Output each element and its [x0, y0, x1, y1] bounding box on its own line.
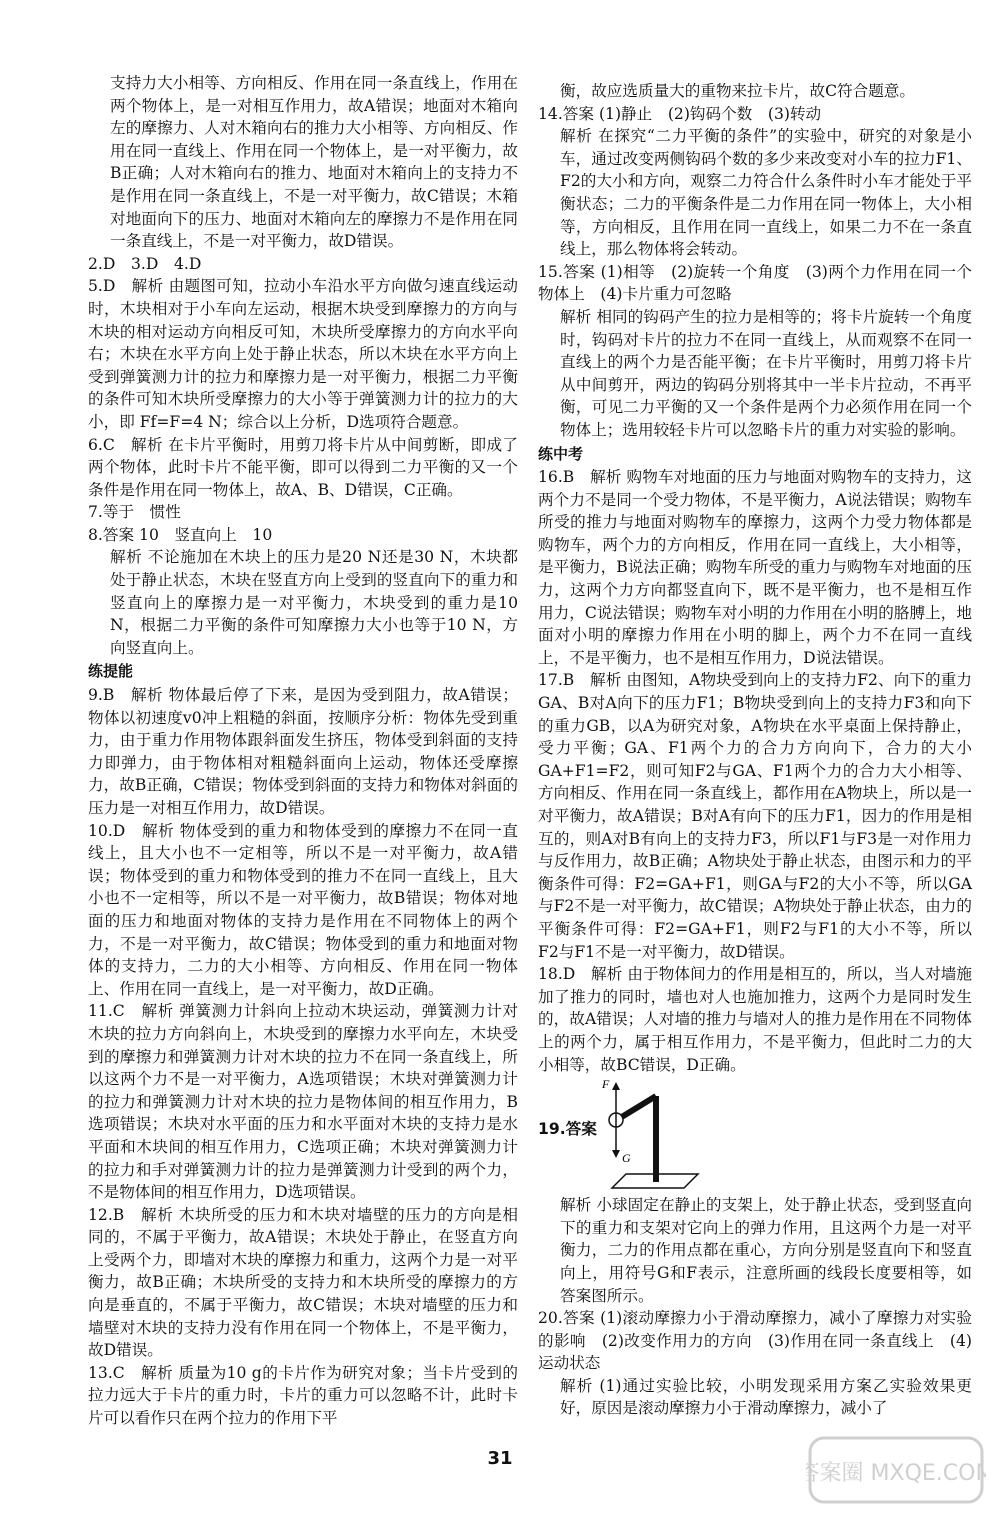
answer-item: 10.D 解析 物体受到的重力和物体受到的摩擦力不在同一直线上，且大小也不一定相等，所以不是一对平衡力，故A错误；物体受到的重力和物体受到的推力不在同一直线上，且大小也不一定相等，所以不是一对平衡力，故B错误；物体对地面的压力和地面对物体的支持力是作用在不同物体上的两个力，不是一对平衡力，故C错误；物体受到的重力和地面对物体的支持力，二力的大小相等、方向相反、作用在同一物体上、作用在同一直线上，是一对平衡力，故D正确。: [88, 821, 518, 998]
text-block: 解析 相同的钩码产生的拉力是相等的；将卡片旋转一个角度时，钩码对卡片的拉力不在同一直线上，从而观察不在同一直线上的两个力是否能平衡；在卡片平衡时，用剪刀将卡片从中间剪开，两边的钩码分别将其中一半卡片拉动，不再平衡，可见二力平衡的又一个条件是两个力必须作用在同一个物体上；选用较轻卡片可以忽略卡片的重力对实验的影响。: [560, 307, 972, 439]
answer-figure-19: [538, 1078, 972, 1190]
left-column: [88, 72, 518, 1430]
page-number: 31: [487, 1448, 513, 1469]
answer-item: 5.D 解析 由题图可知，拉动小车沿水平方向做匀速直线运动时，木块相对于小车向左运动，根据木块受到摩擦力的方向与木块的相对运动方向相反可知，木块所受摩擦力的方向水平向右；木块在水平方向上处于静止状态，所以木块在水平方向上受到弹簧测力计的拉力和摩擦力是一对平衡力，根据二力平衡的条件可知木块所受摩擦力的大小等于弹簧测力计的拉力的大小，即 Ff=F=4 N；综合以上分析，D选项符合题意。: [88, 277, 518, 431]
text-block: 解析 在探究“二力平衡的条件”的实验中，研究的对象是小车，通过改变两侧钩码个数的多少来改变对小车的拉力F1、F2的大小和方向，观察二力符合什么条件时小车才能处于平衡状态；二力的平衡条件是二力作用在同一物体上，大小相等，方向相反，且作用在同一直线上，如果二力不在一条直线上，那么物体将会转动。: [560, 127, 972, 259]
answer-line: 14.答案 (1)静止 (2)钩码个数 (3)转动: [538, 104, 822, 123]
answer-item: 9.B 解析 物体最后停了下来，是因为受到阻力，故A错误；物体以初速度v0冲上粗糙的斜面，按顺序分析：物体先受到重力，由于重力作用物体跟斜面发生挤压，物体受到斜面的支持力即弹力，由于物体相对粗糙斜面向上运动，物体还受摩擦力，故B正确，C错误；物体受到斜面的支持力和物体对斜面的压力是一对相互作用力，故D错误。: [88, 686, 518, 817]
answer-item: 12.B 解析 木块所受的压力和木块对墙壁的压力的方向是相同的，不属于平衡力，故A错误；木块处于静止，在竖直方向上受两个力，即墙对木块的摩擦力和重力，这两个力是一对平衡力，故B正确；木块所受的支持力和木块所受的摩擦力的方向是垂直的，不属于平衡力，故C错误；木块对墙壁的压力和墙壁对木块的支持力没有作用在同一个物体上，不是平衡力，故D错误。: [88, 1205, 518, 1360]
force-label-f: F: [602, 1078, 610, 1092]
answer-item: 11.C 解析 弹簧测力计斜向上拉动木块运动，弹簧测力计对木块的拉力方向斜向上，木块受到的摩擦力水平向左，木块受到的摩擦力和弹簧测力计对木块的拉力不在同一条直线上，所以这两个力不是一对平衡力，A选项错误；木块对弹簧测力计的拉力和弹簧测力计对木块的拉力是物体间的相互作用力，B选项错误；木块对水平面的压力和水平面对木块的支持力是水平面和木块间的相互作用力，C选项正确；木块对弹簧测力计的拉力和手对弹簧测力计的拉力是弹簧测力计受到的两个力，不是物体间的相互作用力，D选项错误。: [88, 1002, 518, 1202]
arrow-head-up: [612, 1082, 620, 1090]
answer-item: 18.D 解析 由于物体间力的作用是相互的，所以，当人对墙施加了推力的同时，墙也对人也施加推力，这两个力是同时发生的，故A错误；人对墙的推力与墙对人的推力是作用在不同物体上的两个力，属于相互作用力，不是平衡力，但此时二力的大小相等，故BC错误，D正确。: [538, 965, 972, 1074]
svg-text:答案圈 MXQE.COM: 答案圈 MXQE.COM: [806, 1461, 986, 1486]
force-diagram: [598, 1078, 718, 1190]
text-block: 衡，故应选质量大的重物来拉卡片，故C符合题意。: [560, 82, 915, 100]
right-column: [538, 80, 972, 1420]
watermark-logo: [806, 1430, 986, 1510]
section-heading: 练提能: [88, 662, 134, 681]
text-block: 解析 (1)通过实验比较，小明发现采用方案乙实验效果更好，原因是滚动摩擦力小于滑动摩擦力，减小了: [560, 1376, 972, 1418]
answer-line: 2.D 3.D 4.D: [88, 254, 202, 273]
answer-item: 6.C 解析 在卡片平衡时，用剪刀将卡片从中间剪断，即成了两个物体，此时卡片不能平衡，即可以得到二力平衡的又一个条件是作用在同一物体上，故A、B、D错误，C正确。: [88, 435, 518, 499]
text-block: 支持力大小相等、方向相反、作用在同一条直线上，作用在两个物体上，是一对相互作用力，故A错误；地面对木箱向左的摩擦力、人对木箱向右的推力大小相等、方向相反、作用在同一直线上、作用在同一个物体上，是一对平衡力，故B正确；人对木箱向右的推力、地面对木箱向上的支持力不是作用在同一条直线上，不是一对平衡力，故C错误；木箱对地面向下的压力、地面对木箱向左的摩擦力不是作用在同一条直线上，不是一对平衡力，故D错误。: [110, 74, 518, 251]
stand-arm: [620, 1096, 656, 1118]
section-heading: 练中考: [538, 444, 584, 463]
answer-item: 15.答案 (1)相等 (2)旋转一个角度 (3)两个力作用在同一个物体上 (4)卡片重力可忽略: [538, 262, 972, 304]
answer-item: 13.C 解析 质量为10 g的卡片作为研究对象；当卡片受到的拉力远大于卡片的重力时，卡片的重力可以忽略不计，此时卡片可以看作只在两个拉力的作用下平: [88, 1363, 518, 1428]
answer-item: 20.答案 (1)滚动摩擦力小于滑动摩擦力，减小了摩擦力对实验的影响 (2)改变作用力的方向 (3)作用在同一条直线上 (4)运动状态: [538, 1309, 972, 1373]
answer-item: 16.B 解析 购物车对地面的压力与地面对购物车的支持力，这两个力不是同一个受力物体，不是平衡力，A说法错误；购物车所受的推力与地面对购物车的摩擦力，这两个力受力物体都是购物车，两个力的方向相反，作用在同一直线上，大小相等，是平衡力，B说法正确；购物车所受的重力与购物车对地面的压力，这两个力方向都竖直向下，既不是平衡力，也不是相互作用力，C说法错误；购物车对小明的力作用在小明的胳膊上，地面对小明的摩擦力作用在小明的脚上，两个力不在同一直线上，不是平衡力，也不是相互作用力，D说法错误。: [538, 468, 972, 667]
force-label-g: G: [622, 1151, 631, 1166]
answer-line: 8.答案 10 竖直向上 10: [88, 525, 273, 544]
text-block: 解析 小球固定在静止的支架上，处于静止状态，受到竖直向下的重力和支架对它向上的弹力作用，且这两个力是一对平衡力，二力的作用点都在重心，方向分别是竖直向下和竖直向上，用符号G和F表示，注意所画的线段长度要相等，如答案图所示。: [560, 1196, 972, 1305]
answer-item: 17.B 解析 由图知，A物块受到向上的支持力F2、向下的重力GA、B对A向下的压力F1；B物块受到向上的支持力F3和向下的重力GB，以A为研究对象，A物块在水平桌面上保持静止，受力平衡；GA、F1两个力的合力方向向下，合力的大小GA+F1=F2，则可知F2与GA、F1两个力的合力大小相等、方向相反、作用在同一条直线上，都作用在A物块上，所以是一对平衡力，故A错误；B对A有向下的压力F1，因力的作用是相互的，则A对B有向上的支持力F3，所以F1与F3是一对作用力与反作用力，故B正确；A物块处于静止状态，由图示和力的平衡条件可得：F2=GA+F1，则GA与F2的大小不等，所以GA与F2不是一对平衡力，故C错误；A物块处于静止状态，由力的平衡条件可得：F2=GA+F1，则F2与F1的大小不等，所以F2与F1不是一对平衡力，故D错误。: [538, 671, 972, 961]
answer-line: 7.等于 惯性: [88, 503, 181, 522]
figure-label: 19.答案: [538, 1120, 597, 1139]
text-block: 解析 不论施加在木块上的压力是20 N还是30 N，木块都处于静止状态，木块在竖直方向上受到的竖直向下的重力和竖直向上的摩擦力是一对平衡力，木块受到的重力是10 N，根据二力平衡的条件可知摩擦力大小也等于10 N，方向竖直向上。: [110, 548, 518, 657]
arrow-head-down: [612, 1150, 620, 1158]
